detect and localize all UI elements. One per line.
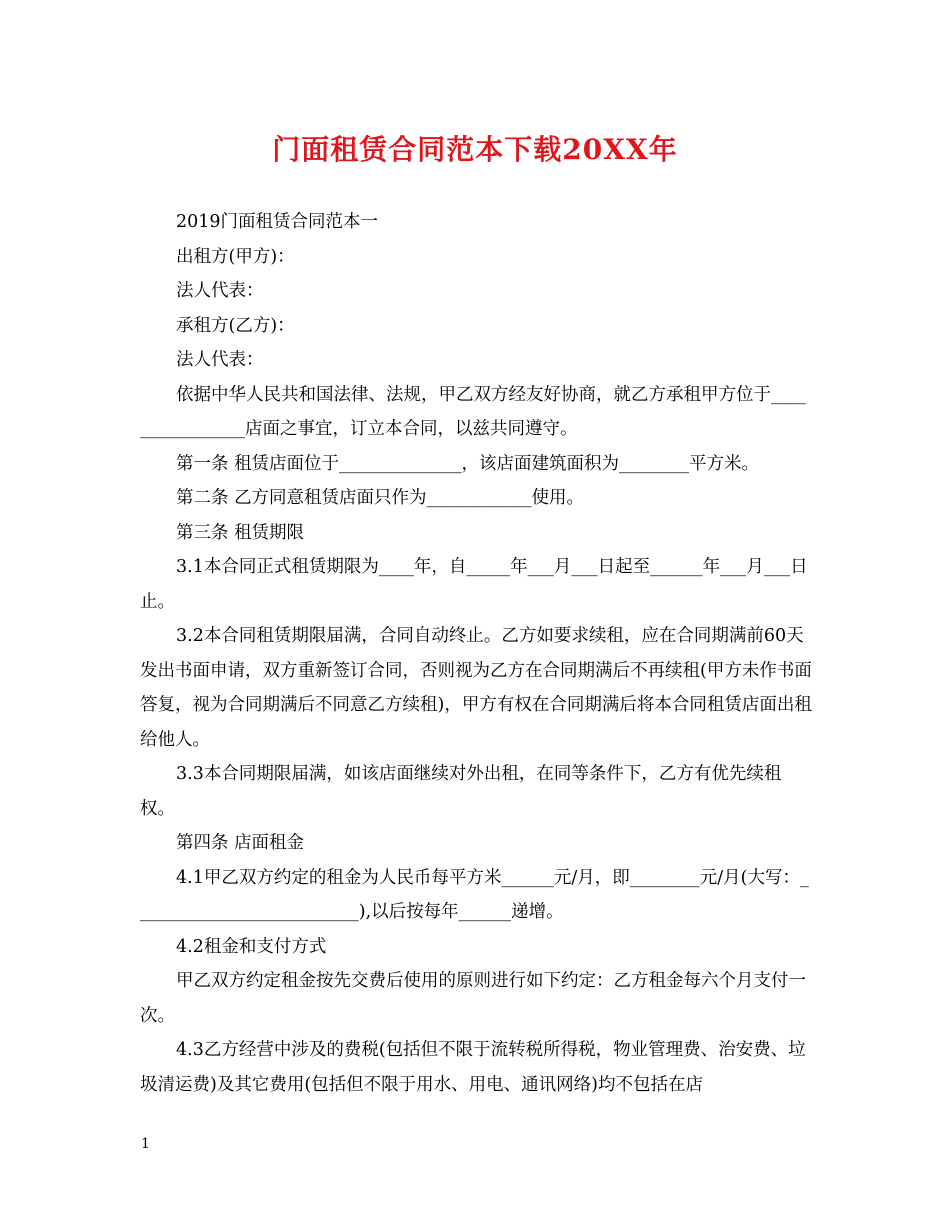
paragraph-lessee: 承租方(乙方)： [176,315,295,336]
paragraph-lessee-legal-rep: 法人代表： [176,350,264,370]
paragraph-clause-3-1: 3.1本合同正式租赁期限为____年，自_____年___月___日起至______年___月___日止。 [140,557,808,612]
page-number: 1 [141,1136,150,1152]
paragraph-clause-3-2: 3.2本合同租赁期限届满，合同自动终止。乙方如要求续租，应在合同期满前60天发出书面申请，双方重新签订合同，否则视为乙方在合同期满后不再续租(甲方未作书面答复，视为合同期满后不同意乙方续租)，甲方有权在合同期满后将本合同租赁店面出租给他人。 [140,626,812,750]
paragraph-contract-heading: 2019门面租赁合同范本一 [176,212,379,232]
paragraph-article-2: 第二条 乙方同意租赁店面只作为____________使用。 [176,488,585,508]
paragraph-payment-terms: 甲乙双方约定租金按先交费后使用的原则进行如下约定：乙方租金每六个月支付一次。 [140,971,806,1026]
paragraph-article-4-heading: 第四条 店面租金 [176,833,305,853]
paragraph-preamble: 依据中华人民共和国法律、法规，甲乙双方经友好协商，就乙方承租甲方位于________________店面之事宜，订立本合同，以兹共同遵守。 [140,384,806,439]
paragraph-clause-3-3: 3.3本合同期限届满，如该店面继续对外出租，在同等条件下，乙方有优先续租权。 [140,764,782,819]
paragraph-lessor: 出租方(甲方)： [176,246,295,267]
paragraph-lessor-legal-rep: 法人代表： [176,281,264,301]
paragraph-article-3-heading: 第三条 租赁期限 [176,522,305,543]
paragraph-clause-4-2: 4.2租金和支付方式 [176,936,327,957]
paragraph-clause-4-1: 4.1甲乙双方约定的租金为人民币每平方米______元/月，即________元/月(大写：__________________________),以后按每年______递增。 [140,867,809,922]
document-body [140,205,812,1102]
paragraph-clause-4-3: 4.3乙方经营中涉及的费税(包括但不限于流转税所得税，物业管理费、治安费、垃圾清运费)及其它费用(包括但不限于用水、用电、通讯网络)均不包括在店 [140,1040,806,1095]
document-title: 门面租赁合同范本下载20XX年 [272,133,678,166]
paragraph-article-1: 第一条 租赁店面位于______________，该店面建筑面积为________平方米。 [176,453,760,474]
